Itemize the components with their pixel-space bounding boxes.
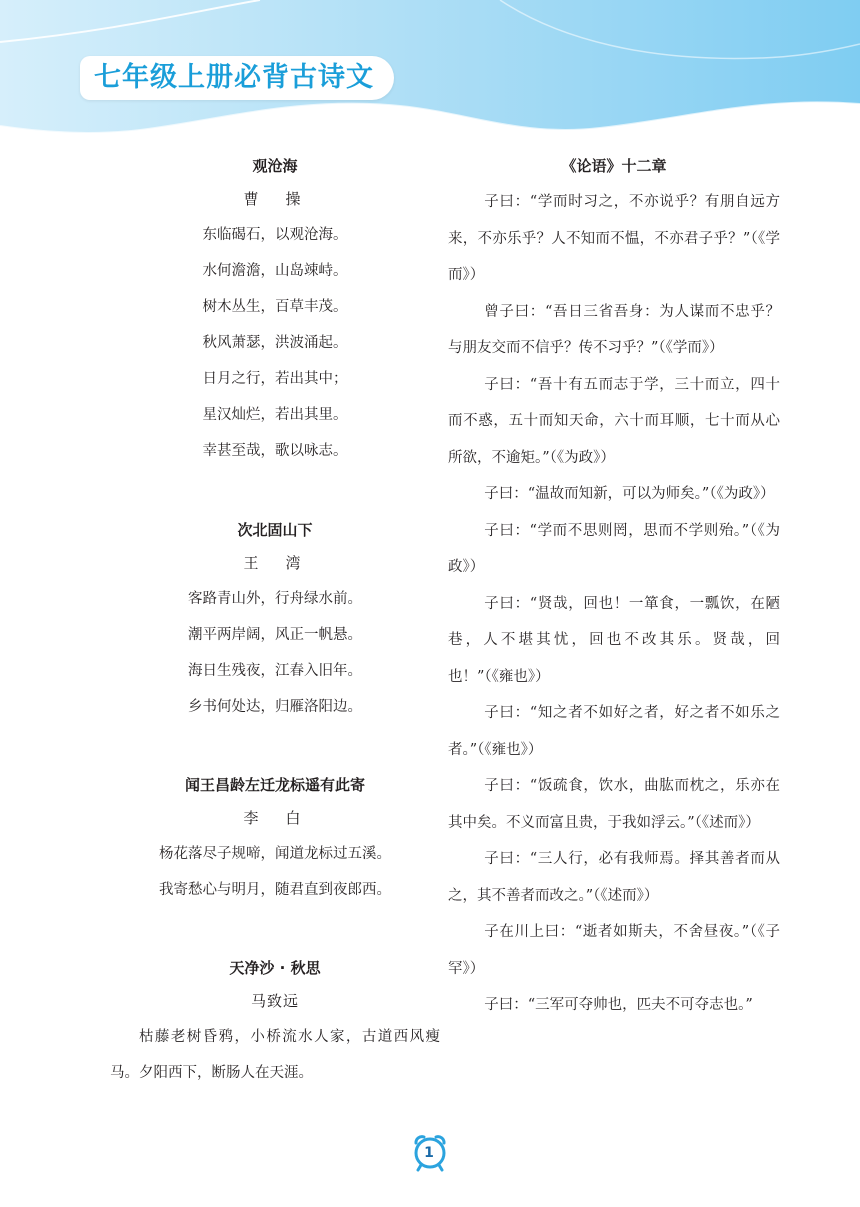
poem-title: 次北固山下 xyxy=(237,521,313,539)
lunyu-paragraph: 子曰：“三军可夺帅也，匹夫不可夺志也。” xyxy=(484,997,753,1013)
lunyu-paragraph: 子曰：“知之者不如好之者，好之者不如乐之者。”（《雍也》） xyxy=(448,705,780,758)
poem-guan-cang-hai xyxy=(110,151,440,469)
poem-text: 枯藤老树昏鸦，小桥流水人家，古道西风瘦马。夕阳西下，断肠人在天涯。 xyxy=(110,1029,440,1081)
poem-author: 王 湾 xyxy=(243,554,307,572)
page-number-badge xyxy=(410,1133,450,1173)
poem-line: 幸甚至哉，歌以咏志。 xyxy=(202,443,348,459)
poem-title: 观沧海 xyxy=(252,157,298,175)
lunyu-paragraph: 子曰：“学而时习之，不亦说乎？有朋自远方来，不亦乐乎？人不知而不愠，不亦君子乎？”（《学而》） xyxy=(448,194,780,283)
poem-line: 客路青山外，行舟绿水前。 xyxy=(188,591,362,607)
poem-line: 潮平两岸阔，风正一帆悬。 xyxy=(188,627,362,643)
poem-author: 马致远 xyxy=(250,992,299,1010)
page-number: 1 xyxy=(424,1145,434,1161)
poem-line: 乡书何处达，归雁洛阳边。 xyxy=(188,699,362,715)
poem-line: 秋风萧瑟，洪波涌起。 xyxy=(202,335,348,351)
poems-column xyxy=(110,150,440,1091)
poem-line: 日月之行，若出其中； xyxy=(202,371,348,387)
lunyu-title: 《论语》十二章 xyxy=(561,157,667,175)
lunyu-paragraph: 子曰：“贤哉，回也！一箪食，一瓢饮，在陋巷，人不堪其忧，回也不改其乐。贤哉，回也！”（《雍也》） xyxy=(448,595,780,685)
lunyu-paragraph: 子曰：“三人行，必有我师焉。择其善者而从之，其不善者而改之。”（《述而》） xyxy=(448,851,780,904)
poem-title: 天净沙 · 秋思 xyxy=(229,959,321,977)
lunyu-paragraph: 子曰：“学而不思则罔，思而不学则殆。”（《为政》） xyxy=(448,522,780,575)
poem-author: 李 白 xyxy=(243,809,307,827)
lunyu-paragraph: 子在川上曰：“逝者如斯夫，不舍昼夜。”（《子罕》） xyxy=(448,924,780,977)
poem-title: 闻王昌龄左迁龙标遥有此寄 xyxy=(184,776,365,794)
poem-line: 水何澹澹，山岛竦峙。 xyxy=(202,263,348,279)
poem-line: 我寄愁心与明月，随君直到夜郎西。 xyxy=(159,882,391,898)
lunyu-column xyxy=(448,150,780,1024)
lunyu-paragraph: 子曰：“饭疏食，饮水，曲肱而枕之，乐亦在其中矣。不义而富且贵，于我如浮云。”（《述而》） xyxy=(448,778,780,831)
poem-tian-jing-sha xyxy=(110,953,440,1091)
poem-ci-bei-gu-shan-xia xyxy=(110,515,440,725)
lunyu-paragraph: 曾子曰：“吾日三省吾身：为人谋而不忠乎？与朋友交而不信乎？传不习乎？”（《学而》） xyxy=(448,303,780,356)
lunyu-paragraph: 子曰：“温故而知新，可以为师矣。”（《为政》） xyxy=(484,486,775,502)
poem-wen-wang-changling xyxy=(110,770,440,908)
poem-line: 杨花落尽子规啼，闻道龙标过五溪。 xyxy=(159,846,391,862)
poem-line: 星汉灿烂，若出其里。 xyxy=(202,407,348,423)
poem-line: 树木丛生，百草丰茂。 xyxy=(202,299,348,315)
lunyu-body xyxy=(448,184,780,1024)
poem-line: 海日生残夜，江春入旧年。 xyxy=(188,663,362,679)
section-title: 七年级上册必背古诗文 xyxy=(80,56,394,100)
poem-author: 曹 操 xyxy=(243,190,307,208)
lunyu-paragraph: 子曰：“吾十有五而志于学，三十而立，四十而不惑，五十而知天命，六十而耳顺，七十而从心所欲，不逾矩。”（《为政》） xyxy=(448,376,780,466)
poem-line: 东临碣石，以观沧海。 xyxy=(202,227,348,243)
